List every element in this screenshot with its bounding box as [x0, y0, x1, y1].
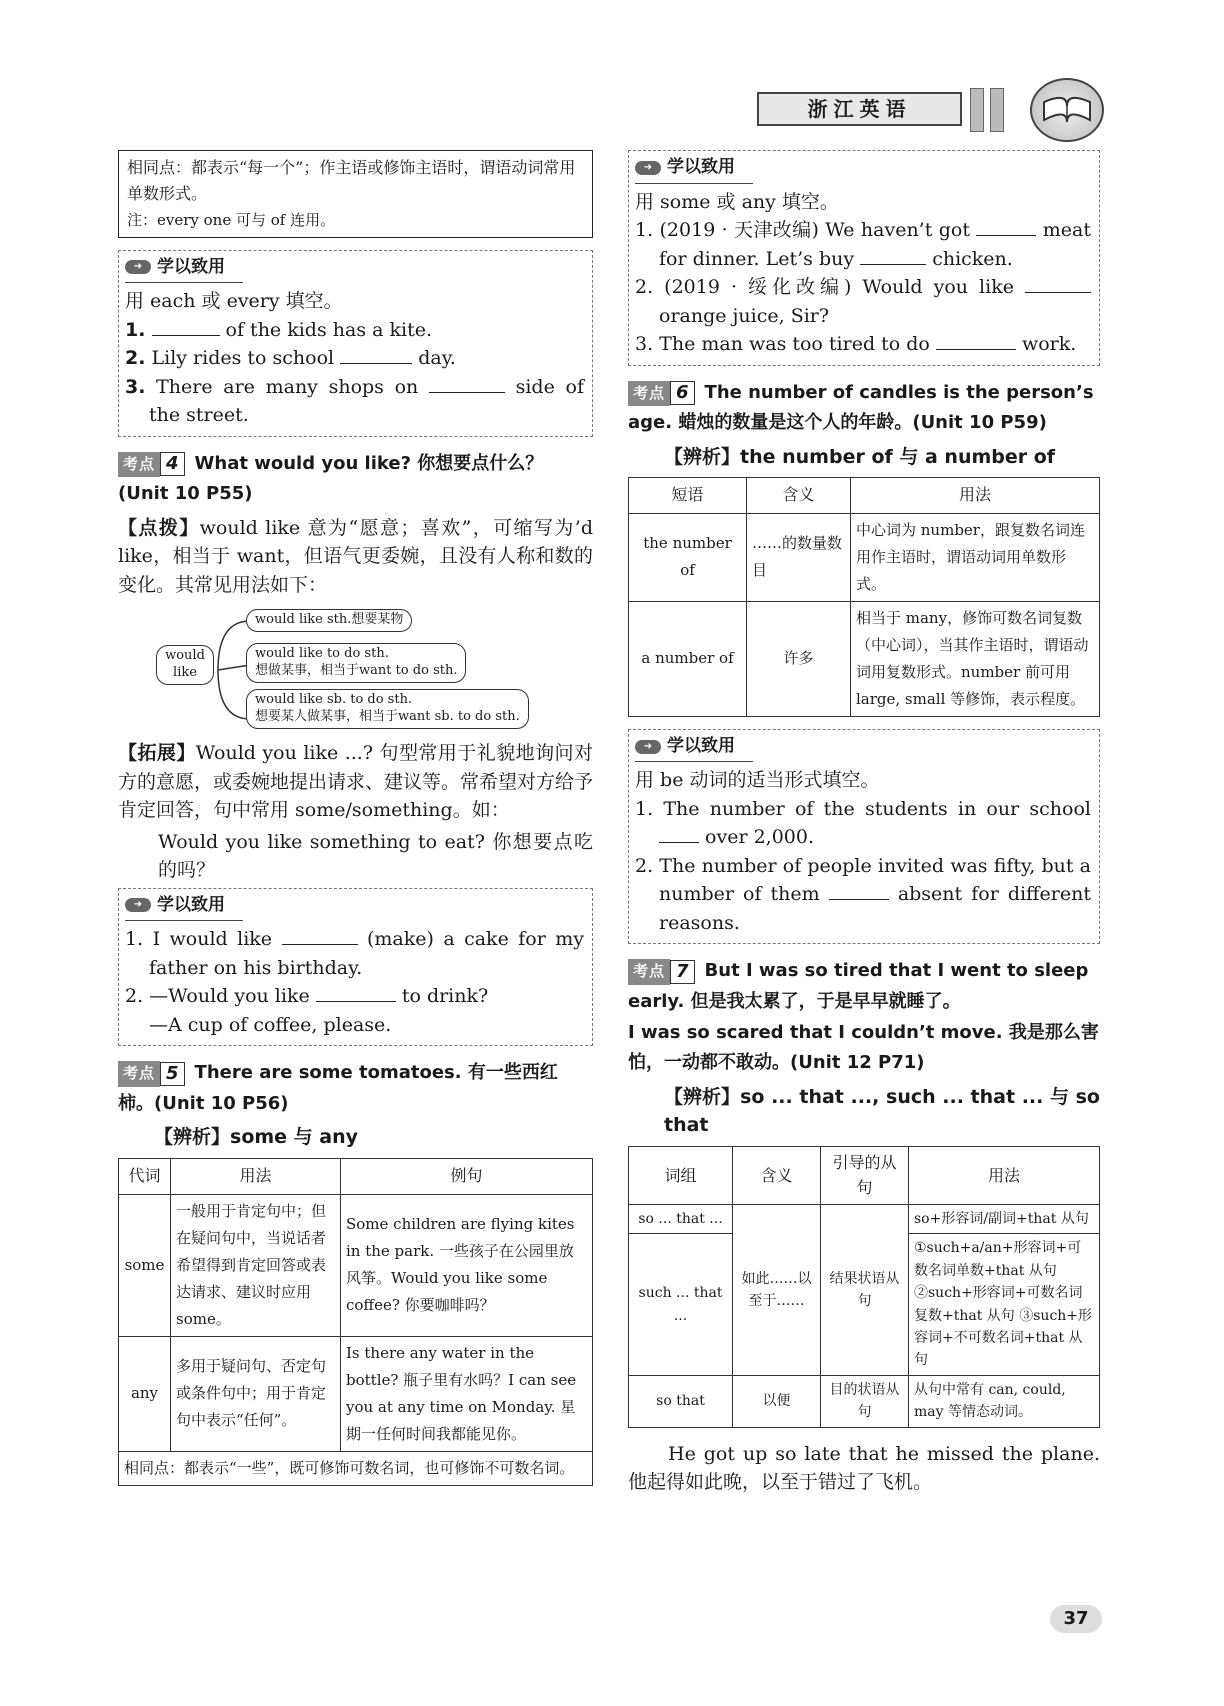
question — [125, 982, 584, 1011]
q-text: meat for dinner. Let’s buy — [659, 219, 1091, 270]
table-cell: a number of — [629, 601, 747, 716]
table-row — [629, 513, 1100, 601]
table-cell: 如此……以至于…… — [733, 1205, 821, 1376]
section-label: 【辨析】 — [664, 1085, 741, 1108]
q-text: (make) a cake for my father on his birthday. — [149, 928, 585, 979]
practice-title: 学以致用 — [667, 157, 735, 177]
practice-header — [635, 155, 753, 184]
kaodian-number: 7 — [670, 960, 695, 984]
example-sentence: Would you like something to eat? 你想要点吃的吗？ — [158, 830, 593, 882]
mind-node: would like sth.想要某物 — [246, 609, 412, 632]
table-cell: 中心词为 number，跟复数名词连用作主语时，谓语动词用单数形式。 — [851, 513, 1100, 601]
section-text: some 与 any — [230, 1126, 359, 1149]
book-logo-icon — [1030, 78, 1104, 142]
right-column — [628, 150, 1100, 1500]
table-cell: 从句中常有 can, could, may 等情态动词。 — [909, 1375, 1100, 1427]
answer-blank[interactable] — [829, 882, 889, 900]
kaodian-tag: 考点 6 — [628, 381, 695, 407]
kaodian-6 — [628, 378, 1100, 439]
mind-node-line: 想要某人做某事，相当于want sb. to do sth. — [255, 709, 520, 725]
answer-blank[interactable] — [1025, 275, 1091, 293]
table-cell: ……的数量数目 — [747, 513, 851, 601]
kaodian-title: I was so scared that I couldn’t move. 我是那么害怕，一动都不敢动。(Unit 12 P71) — [628, 1021, 1099, 1074]
table-cell: 多用于疑问句、否定句或条件句中；用于肯定句中表示“任何”。 — [171, 1336, 341, 1451]
q-text: work. — [1021, 333, 1077, 355]
practice-title: 学以致用 — [667, 735, 735, 756]
practice-header — [125, 255, 243, 284]
table-cell: 相同点：都表示“一些”，既可修饰可数名词，也可修饰不可数名词。 — [119, 1451, 593, 1485]
question — [125, 316, 584, 345]
q-text: 1. (2019 · 天津改编) We haven’t got — [635, 219, 970, 241]
table-cell: 结果状语从句 — [821, 1205, 909, 1376]
q-num: 2. — [125, 347, 146, 370]
mind-node-line: would like to do sth. — [255, 646, 389, 662]
question — [125, 925, 584, 982]
question — [635, 216, 1091, 273]
number-of-table — [628, 477, 1100, 717]
header-stripe — [990, 88, 1004, 132]
table-cell: 以便 — [733, 1375, 821, 1427]
kaodian-number: 5 — [160, 1062, 185, 1086]
q-text: side of the street. — [149, 375, 584, 427]
section-text: would like 意为“愿意；喜欢”，可缩写为’d like，相当于 want，但语气更委婉，且没有人称和数的变化。其常见用法如下： — [118, 516, 593, 596]
so-such-table — [628, 1146, 1100, 1428]
q-text: orange juice, Sir? — [659, 304, 830, 327]
mind-map — [118, 605, 593, 733]
note-line: 注：every one 可与 of 连用。 — [127, 210, 336, 229]
instruction: 用 each 或 every 填空。 — [125, 290, 343, 313]
table-header: 代词 — [119, 1158, 171, 1194]
q-num: 1. — [125, 318, 146, 341]
answer-blank[interactable] — [936, 332, 1016, 350]
q-text: 2. —Would you like — [125, 985, 310, 1008]
answer-blank[interactable] — [340, 346, 412, 364]
question — [635, 273, 1091, 330]
answer-blank[interactable] — [659, 825, 699, 843]
kaodian-title: But I was so tired that I went to sleep early. 但是我太累了，于是早早就睡了。 — [628, 960, 1089, 1013]
dianbo-paragraph — [118, 514, 593, 600]
kaodian-number: 4 — [160, 452, 185, 476]
mind-root: would like — [156, 645, 214, 685]
section-label: 【点拨】 — [118, 516, 200, 539]
table-cell: some — [119, 1194, 171, 1336]
answer-blank[interactable] — [429, 375, 505, 393]
instruction: 用 some 或 any 填空。 — [635, 190, 839, 213]
answer-line: —A cup of coffee, please. — [149, 1013, 392, 1036]
answer-blank[interactable] — [282, 927, 358, 945]
q-text: Lily rides to school — [151, 347, 335, 370]
some-any-table — [118, 1158, 593, 1486]
practice-box — [628, 150, 1100, 366]
kaodian-4 — [118, 449, 593, 510]
question — [635, 795, 1091, 852]
section-label: 【拓展】 — [118, 742, 196, 765]
q-text: to drink? — [401, 985, 489, 1008]
table-cell: Is there any water in the bottle? 瓶子里有水吗？I can see you at any time on Monday. 星期一任何时间我都能见你。 — [341, 1336, 593, 1451]
answer-blank[interactable] — [316, 984, 396, 1002]
table-cell: 相当于 many，修饰可数名词复数（中心词），当其作主语时，谓语动词用复数形式。number 前可用 large, small 等修饰，表示程度。 — [851, 601, 1100, 716]
kaodian-title: There are some tomatoes. 有一些西红柿。(Unit 10 P56) — [118, 1062, 558, 1114]
practice-box — [628, 729, 1100, 945]
table-cell: so+形容词/副词+that 从句 — [909, 1205, 1100, 1234]
table-cell: 一般用于肯定句中；但在疑问句中，当说话者希望得到肯定回答或表达请求、建议时应用 some。 — [171, 1194, 341, 1336]
table-header-row — [119, 1158, 593, 1194]
practice-header — [635, 734, 753, 763]
instruction: 用 be 动词的适当形式填空。 — [635, 769, 880, 792]
q-text: over 2,000. — [705, 826, 815, 849]
table-header: 引导的从句 — [821, 1146, 909, 1204]
q-text: 1. The number of the students in our school — [635, 797, 1091, 820]
table-header-row — [629, 1146, 1100, 1204]
table-header: 含义 — [747, 478, 851, 514]
bianxi-line — [628, 1083, 1100, 1140]
table-header: 用法 — [851, 478, 1100, 514]
table-row — [629, 1375, 1100, 1427]
example-sentence: He got up so late that he missed the plane. 他起得如此晚，以至于错过了飞机。 — [628, 1442, 1100, 1494]
question — [635, 852, 1091, 938]
table-cell: so ... that ... — [629, 1205, 733, 1234]
practice-header — [125, 893, 243, 922]
note-line: 相同点：都表示“每一个”；作主语或修饰主语时，谓语动词常用单数形式。 — [127, 158, 576, 204]
q-text: 3. The man was too tired to do — [635, 333, 930, 355]
mind-node — [246, 689, 529, 729]
page-header-title: 浙江英语 — [757, 92, 962, 126]
practice-title: 学以致用 — [157, 894, 225, 915]
section-label: 【辨析】 — [154, 1126, 231, 1149]
bianxi-line — [118, 1123, 593, 1152]
arrow-icon: ➜ — [125, 898, 151, 912]
table-header: 短语 — [629, 478, 747, 514]
kaodian-tag: 考点 7 — [628, 959, 695, 985]
practice-box — [118, 888, 593, 1047]
question — [125, 344, 584, 373]
kaodian-tag: 考点 5 — [118, 1061, 185, 1087]
answer-blank[interactable] — [976, 218, 1036, 236]
table-header: 用法 — [171, 1158, 341, 1194]
section-label: 【辨析】 — [664, 445, 741, 468]
arrow-icon: ➜ — [125, 260, 151, 274]
arrow-icon: ➜ — [635, 161, 661, 175]
section-text: Would you like ...? 句型常用于礼貌地询问对方的意愿，或委婉地提出请求、建议等。常希望对方给予肯定回答，句中常用 some/something。如： — [118, 742, 594, 822]
kaodian-title: What would you like? 你想要点什么？(Unit 10 P55) — [118, 452, 544, 505]
table-cell: so that — [629, 1375, 733, 1427]
table-row — [119, 1194, 593, 1336]
q-text: 2. (2019 · 绥化改编) Would you like — [635, 276, 1014, 298]
table-row — [629, 601, 1100, 716]
table-header: 例句 — [341, 1158, 593, 1194]
q-text: chicken. — [932, 247, 1013, 270]
bianxi-line — [628, 443, 1100, 472]
mind-node — [246, 643, 466, 683]
answer-blank[interactable] — [152, 318, 220, 336]
table-cell: ①such+a/an+形容词+可数名词单数+that 从句 ②such+形容词+可数名词复数+that 从句 ③such+形容词+不可数名词+that 从句 — [909, 1234, 1100, 1375]
page-number: 37 — [1050, 1605, 1102, 1633]
table-cell: the number of — [629, 513, 747, 601]
table-cell: 许多 — [747, 601, 851, 716]
practice-title: 学以致用 — [157, 256, 225, 277]
table-header: 词组 — [629, 1146, 733, 1204]
q-text: day. — [418, 347, 456, 370]
q-num: 3. — [125, 375, 146, 398]
question — [125, 373, 584, 430]
table-row — [119, 1336, 593, 1451]
section-text: so ... that ..., such ... that ... 与 so that — [664, 1085, 1100, 1137]
q-text: There are many shops on — [156, 375, 419, 398]
table-cell: 目的状语从句 — [821, 1375, 909, 1427]
question — [635, 330, 1091, 359]
answer-blank[interactable] — [860, 247, 926, 265]
left-column — [118, 150, 593, 1498]
practice-box — [118, 250, 593, 437]
kaodian-number: 6 — [670, 381, 695, 405]
table-header: 含义 — [733, 1146, 821, 1204]
mind-node-line: 想做某事，相当于want to do sth. — [255, 663, 458, 679]
kaodian-5 — [118, 1058, 593, 1119]
table-cell: such ... that ... — [629, 1234, 733, 1375]
q-text: 1. I would like — [125, 928, 273, 951]
mind-node-line: would like sb. to do sth. — [255, 692, 413, 708]
kaodian-7 — [628, 956, 1100, 1078]
table-cell: Some children are flying kites in the park. 一些孩子在公园里放风筝。Would you like some coffee? 你要咖啡吗？ — [341, 1194, 593, 1336]
header-stripe — [970, 88, 984, 132]
kaodian-title: The number of candles is the person’s age. 蜡烛的数量是这个人的年龄。(Unit 10 P59) — [628, 381, 1094, 434]
arrow-icon: ➜ — [635, 740, 661, 754]
q-text: 2. The number of people invited was fifty, but a number of them — [635, 854, 1091, 906]
table-header: 用法 — [909, 1146, 1100, 1204]
note-box — [118, 150, 593, 238]
tuozhan-paragraph — [118, 739, 593, 825]
kaodian-tag: 考点 4 — [118, 452, 185, 478]
table-header-row — [629, 478, 1100, 514]
table-footer-row — [119, 1451, 593, 1485]
section-text: the number of 与 a number of — [740, 445, 1056, 468]
q-text: absent for different reasons. — [659, 883, 1092, 934]
table-row — [629, 1205, 1100, 1234]
table-cell: any — [119, 1336, 171, 1451]
q-text: of the kids has a kite. — [225, 318, 432, 341]
